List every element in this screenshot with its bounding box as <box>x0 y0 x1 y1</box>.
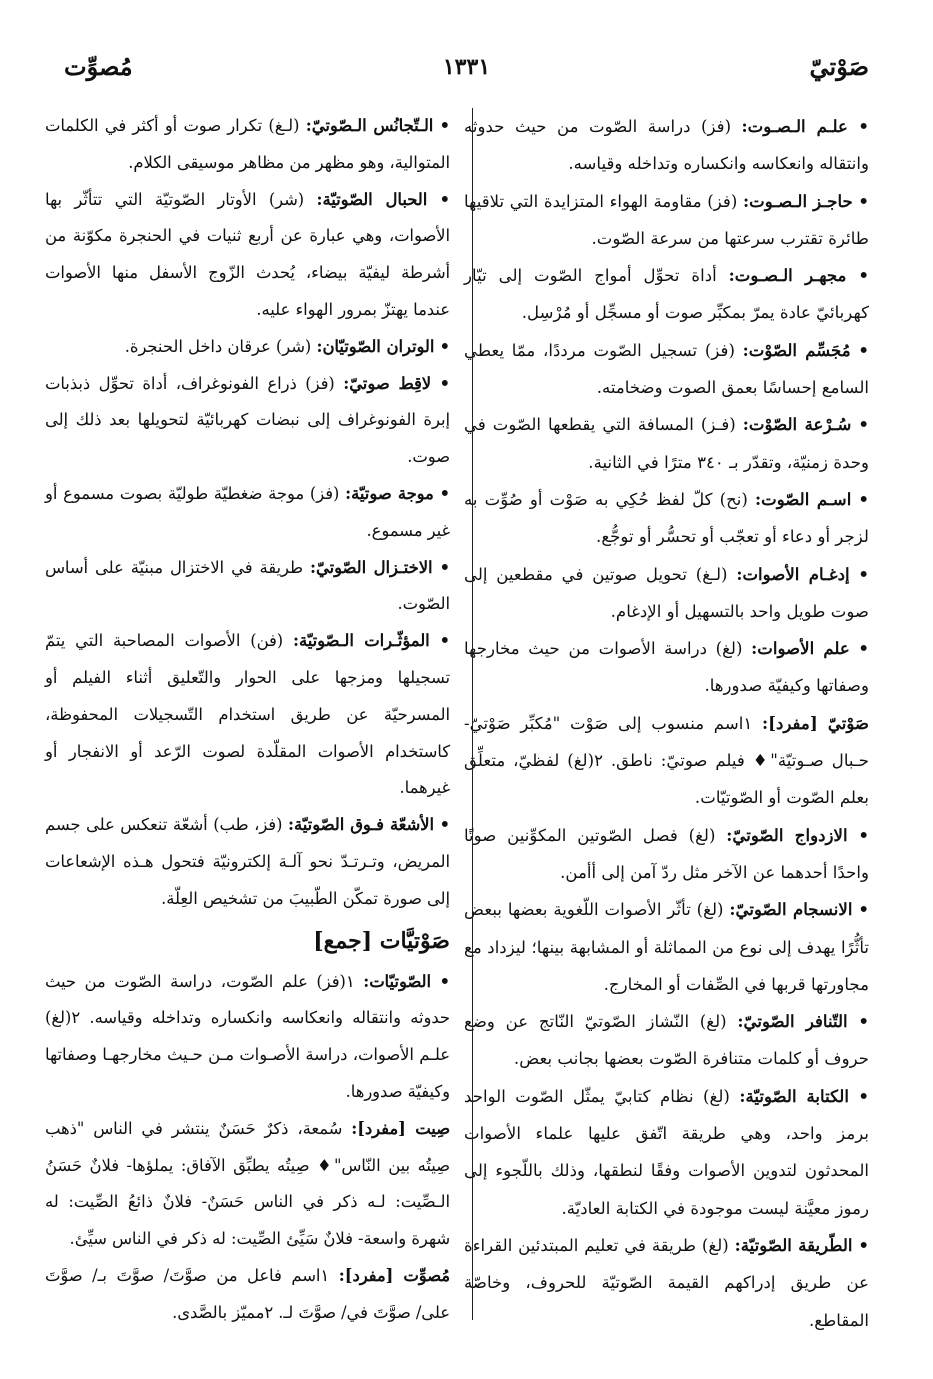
entry-term: الـتّجانُس الـصّوتيّ: <box>305 116 434 135</box>
dictionary-entry <box>45 476 450 550</box>
running-headword-right: صَوْتيّ <box>809 52 869 81</box>
entry-term: الوتران الصّوتيّان: <box>316 336 435 356</box>
entry-term: الكتابة الصّوتيّة: <box>739 1085 849 1106</box>
entry-definition: (لغ) فصل الصّوتين المكوِّنين صوتًا واحدًا أحدهما عن الآخر مثل ردّ آمن إلى أأمن. <box>464 825 869 882</box>
entry-definition: (فز، طب) أشعّة تنعكس على جسم المريض، وتـرتـدّ نحو آلـة إلكترونيّة فتحول هـذه الإشعاعات إلى صورة تمكّن الطّبيبَ من تشخيص العِلّة. <box>45 815 450 908</box>
entry-definition: (فـز) المسافة التي يقطعها الصّوت في وحدة زمنيّة، وتقدّر بـ ٣٤٠ مترًا في الثانية. <box>464 415 869 472</box>
entry-definition: (فز) ذراع الفونوغراف، أداة تحوِّل ذبذبات إبرة الفونوغراف إلى نبضات كهربائيّة لتحويلها بعد ذلك إلى صوت. <box>45 373 450 467</box>
entry-definition: ١(فز) علم الصّوت، دراسة الصّوت من حيث حدوثه وانتقاله وانعكاسه وانكساره وتداخله وقياسه. ٢(لغ) علـم الأصوات، دراسة الأصـوات مـن حـيث مخارجهـا وصفاتها وكيفيّة صدورها. <box>45 971 450 1101</box>
entry-definition: (نح) كلّ لفظ حُكِي به صَوْت أو صُوِّت به لزجر أو دعاء أو تعجّب أو تحسُّر أو توجُّع. <box>464 489 869 547</box>
entry-term: الصّوتيّات: <box>363 971 431 991</box>
dictionary-entry <box>464 1227 869 1339</box>
entry-term: الحبال الصّوتيّة: <box>316 189 428 209</box>
entry-term: صِيت [مفرد]: <box>351 1118 450 1138</box>
dictionary-entry <box>464 332 869 407</box>
section-heading: صَوْتيَّات [جمع] <box>313 927 450 954</box>
entry-definition: (لغ) دراسة الأصوات من حيث مخارجها وصفاتها وكيفيّة صدورها. <box>464 639 869 696</box>
dictionary-entry <box>45 366 450 476</box>
entry-term: لاقِط صوتيّ: <box>343 373 432 393</box>
entry-term: المؤثّـرات الـصّوتيّة: <box>292 631 430 651</box>
bullet-marker: • <box>858 339 869 360</box>
dictionary-entry <box>45 1111 450 1258</box>
bullet-marker: • <box>439 631 450 651</box>
bullet-marker: • <box>439 116 450 135</box>
dictionary-entry <box>45 182 450 329</box>
bullet-marker: • <box>858 563 869 584</box>
bullet-marker: • <box>439 483 450 503</box>
dictionary-entry <box>45 1258 450 1332</box>
dictionary-entry <box>464 1078 869 1227</box>
bullet-marker: • <box>439 336 450 356</box>
bullet-marker: • <box>439 557 450 577</box>
dictionary-entry <box>464 556 869 631</box>
entry-definition: ١اسم فاعل من صوَّتَ/ صوَّتَ بـ/ صوَّتَ على/ صوَّتَ في/ صوَّتَ لـ. ٢مميّز بالصَّدى. <box>45 1265 450 1322</box>
bullet-marker: • <box>858 638 870 659</box>
entry-term: علـم الـصـوت: <box>741 116 848 136</box>
right-column <box>464 108 869 1339</box>
bullet-marker: • <box>858 899 869 920</box>
entry-term: مُجَسِّم الصّوْت: <box>742 339 851 360</box>
entry-definition: (شر) عرقان داخل الحنجرة. <box>124 336 317 356</box>
entry-definition: (فز) دراسة الصّوت من حيث حدوثه وانتقاله وانعكاسه وانكساره وتداخله وقياسه. <box>464 117 869 174</box>
dictionary-entry <box>464 183 869 258</box>
entry-definition: (لغ) طريقة في تعليم المبتدئين القراءة عن طريق إدراكهم القيمة الصّوتيّة للحروف، وخاصّة المقاطع. <box>464 1235 869 1330</box>
entry-term: إدغـام الأصوات: <box>736 563 850 584</box>
entry-definition: (لغ) النّشاز الصّوتيّ النّاتج عن وضع حروف أو كلمات متنافرة الصّوت بعضها بجانب بعض. <box>464 1012 869 1069</box>
bullet-marker: • <box>858 265 869 286</box>
bullet-marker: • <box>858 1011 869 1032</box>
entry-term: علم الأصوات: <box>751 638 850 659</box>
dictionary-entry <box>45 807 450 917</box>
bullet-marker: • <box>858 488 869 509</box>
column-divider <box>472 108 473 1320</box>
dictionary-entry <box>464 406 869 481</box>
entry-definition: (لـغ) تحويل صوتين في مقطعين إلى صوت طويل واحد بالتسهيل أو الإدغام. <box>464 564 869 621</box>
dictionary-entry <box>464 1003 869 1078</box>
bullet-marker: • <box>439 373 450 393</box>
dictionary-entry <box>464 817 869 892</box>
bullet-marker: • <box>439 189 450 209</box>
page-header <box>64 52 869 92</box>
dictionary-entry <box>464 705 869 817</box>
bullet-marker: • <box>858 1085 870 1106</box>
entry-term: الأشعّة فـوق الصّوتيّة: <box>288 815 434 835</box>
entry-definition: (فن) الأصوات المصاحبة التي يتمّ تسجيلها ومزجها على الحوار والتّعليق أثناء الفيلم أو المسرحيّة عن طريق استخدام التّسجيلات المحفوظة، كاستخدام الأصوات المقلّدة لصوت الرّعد أو الانفجار أو غيرهما. <box>45 631 450 798</box>
entry-definition: (فز) موجة ضغطيّة طوليّة بصوت مسموع أو غير مسموع. <box>45 483 450 540</box>
entry-term: الاختـزال الصّوتيّ: <box>309 557 433 577</box>
entry-term: الازدواج الصّوتيّ: <box>726 824 848 845</box>
bullet-marker: • <box>858 116 869 136</box>
entry-term: حاجـز الـصـوت: <box>742 190 853 211</box>
entry-definition: ١اسم منسوب إلى صَوْت "مُكبِّر صَوْتيّ- حـبال صـوتيّة"♦ فيلم صوتيّ: ناطق. ٢(لغ) لفظيّ، متعلِّق بعلم الصّوت أو الصّوتيّات. <box>464 713 870 808</box>
entry-term: صَوْتيّ [مفرد]: <box>762 712 869 733</box>
entry-definition: (شر) الأوتار الصّوتيّة التي تتأثّر بها الأصوات، وهي عبارة عن أربع ثنيات في الحنجرة مكوّنة من أشرطة ليفيّة بيضاء، يُحدث الزّوج الأسفل منها الأصوات عندما يهتزّ بمرور الهواء عليه. <box>45 189 450 319</box>
entry-term: مُصوِّت [مفرد]: <box>338 1265 450 1285</box>
running-headword-left: مُصوِّت <box>64 52 133 81</box>
bullet-marker: • <box>439 971 450 991</box>
entry-definition: (لـغ) تكرار صوت أو أكثر في الكلمات المتوالية، وهو مظهر من مظاهر موسيقى الكلام. <box>45 116 450 172</box>
bullet-marker: • <box>858 190 870 211</box>
entry-definition: (فز) مقاومة الهواء المتزايدة التي تلاقيها طائرة تقترب سرعتها من سرعة الصّوت. <box>464 191 869 248</box>
dictionary-entry <box>464 257 869 332</box>
entry-definition: أداة تحوِّل أمواج الصّوت إلى تيّار كهربائيّ عادة يمرّ بمكبِّر صوت أو مسجِّل أو مُرْسِل. <box>464 266 869 323</box>
entry-term: سُـرْعة الصّوْت: <box>742 414 852 435</box>
dictionary-entry <box>45 108 450 182</box>
dictionary-entry <box>464 108 869 183</box>
entry-term: مجهـر الـصـوت: <box>728 265 847 286</box>
dictionary-entry <box>45 329 450 366</box>
dictionary-entry <box>464 481 869 556</box>
page-number: ١٣٣١ <box>442 54 491 80</box>
bullet-marker: • <box>858 414 869 435</box>
entry-term: الطّريقة الصّوتيّة: <box>734 1234 853 1255</box>
entry-definition: سُمعة، ذكرٌ حَسَنٌ ينتشر في الناس "ذهب صِيتُه بين النّاس"♦ صِيتُه يطبِّق الآفاق: يملؤها- فلانٌ حَسَنُ الـصِّيت: لـه ذكر في الناس حَسَنٌ- فلانٌ ذائعُ الصِّيت: له شهرة واسعة- فلانٌ سَيِّئ الصِّيت: له ذكر في الناس سيِّئ. <box>45 1118 450 1249</box>
entry-definition: (لغ) تأثّر الأصوات اللّغوية بعضها ببعض تأثُّرًا يهدف إلى نوع من المماثلة أو المشابهة بينها؛ ليزداد مع مجاورتها قربها في الصِّفات أو المخارج. <box>464 900 869 994</box>
entry-term: موجة صوتيّة: <box>345 483 434 503</box>
entry-term: الانسجام الصّوتيّ: <box>729 899 853 920</box>
entry-definition: (لغ) نظام كتابيّ يمثّل الصّوت الواحد برمز واحد، وهي طريقة اتّفق عليها علماء الأصوات المحدثون لتدوين الأصوات وفقًا لنطقها، وذلك باللّجوء إلى رموز معيَّنة ليست موجودة في الكتابة العاديّة. <box>464 1086 869 1218</box>
entry-definition: (فز) تسجيل الصّوت مرددًا، ممّا يعطي السامع إحساسًا بعمق الصوت وضخامته. <box>464 340 869 398</box>
dictionary-entry <box>464 891 869 1003</box>
bullet-marker: • <box>439 815 450 835</box>
entry-term: التّنافر الصّوتيّ: <box>737 1011 848 1032</box>
bullet-marker: • <box>858 824 869 845</box>
entry-term: اسـم الصّوت: <box>754 488 852 509</box>
left-column <box>45 108 450 1332</box>
bullet-marker: • <box>858 1234 869 1255</box>
dictionary-entry <box>464 630 869 705</box>
dictionary-entry <box>45 550 450 624</box>
dictionary-entry <box>45 623 450 807</box>
dictionary-entry <box>45 964 450 1111</box>
entry-definition: طريقة في الاختزال مبنيّة على أساس الصّوت. <box>45 557 450 614</box>
